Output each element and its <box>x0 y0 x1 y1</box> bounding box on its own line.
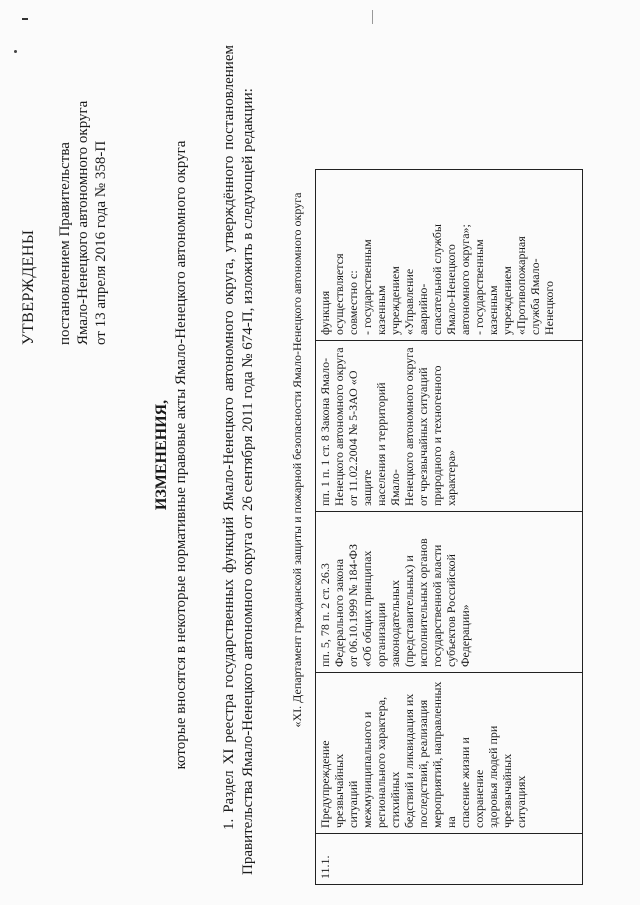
cell-line: характера» <box>444 449 458 506</box>
table-row <box>316 170 583 885</box>
cell-line: пп. 1 п. 1 ст. 8 Закона Ямало- <box>318 357 332 506</box>
cell-line: Ямало-Ненецкого <box>444 244 458 335</box>
cell-line: учреждением <box>500 266 514 335</box>
approval-heading: УТВЕРЖДЕНЫ <box>20 229 37 345</box>
function-name-cell <box>316 673 583 834</box>
row-number: 11.1. <box>316 834 583 885</box>
cell-line: здоровья людей при чрезвычайных <box>486 725 514 828</box>
cell-line: регионального характера, стихийных <box>374 696 402 828</box>
cell-line: автономного округа»; <box>458 224 472 335</box>
cell-line: Федерации» <box>458 604 472 667</box>
cell-line: - государственным <box>472 239 486 335</box>
cell-line: Федерального закона <box>332 558 346 667</box>
cell-line: от 11.02.2004 № 5-ЗАО «О защите <box>346 370 374 506</box>
cell-line: исполнительных органов <box>416 538 430 667</box>
cell-line: «Об общих принципах <box>360 550 374 667</box>
cell-line: служба Ямало- <box>528 258 542 335</box>
cell-line: ситуациях <box>514 775 528 828</box>
cell-line: аварийно- <box>416 283 430 335</box>
cell-line: природного и техногенного <box>430 365 444 506</box>
document-title: ИЗМЕНЕНИЯ, <box>153 399 170 511</box>
regional-law-cell <box>316 341 583 512</box>
cell-line: совместно с: <box>346 270 360 335</box>
cell-line: спасение жизни и сохранение <box>458 737 486 828</box>
cell-line: «Противопожарная <box>514 236 528 335</box>
paragraph-text: 1. Раздел XI реестра государственных функций Ямало-Ненецкого автономного округа, утверждённого постановлением Правительства Ямало-Ненецкого автономного округа от 26 сентября 2011 года № 674-П, изложить в следующей редакции: <box>221 45 256 875</box>
cell-line: ситуаций межмуниципального и <box>346 711 374 828</box>
cell-line: Ненецкого автономного округа <box>402 347 416 506</box>
section-title: «XI. Департамент гражданской защиты и пожарной безопасности Ямало-Ненецкого автономного округа <box>290 192 304 728</box>
cell-line: функция <box>318 290 332 335</box>
approval-block <box>20 45 110 345</box>
cell-line: учреждением <box>388 266 402 335</box>
cell-line: казенным <box>486 285 500 335</box>
cell-line: организации законодательных <box>374 580 402 667</box>
document-subtitle: которые вносятся в некоторые нормативные правовые акты Ямало-Ненецкого автономного округа <box>173 140 189 770</box>
cell-line: Ненецкого <box>542 280 556 335</box>
cell-line: Предупреждение чрезвычайных <box>318 740 346 828</box>
cell-line: государственной власти <box>430 544 444 667</box>
cell-line: казенным <box>374 285 388 335</box>
cell-line: Ненецкого автономного округа <box>332 347 346 506</box>
cell-line: мероприятий, направленных на <box>430 681 458 828</box>
cell-line: от чрезвычайных ситуаций <box>416 367 430 506</box>
approval-line: постановлением Правительства <box>57 142 73 345</box>
cell-line: населения и территорий Ямало- <box>374 382 402 506</box>
cell-line: последствий, реализация <box>416 699 430 828</box>
cell-line: осуществляется <box>332 253 346 335</box>
cell-line: - государственным <box>360 239 374 335</box>
cell-line: бедствий и ликвидация их <box>402 693 416 828</box>
approval-line: от 13 апреля 2016 года № 358-П <box>93 140 109 345</box>
cell-line: (представительных) и <box>402 555 416 667</box>
amendment-paragraph <box>220 45 258 875</box>
cell-line: «Управление <box>402 268 416 335</box>
cell-line: субъектов Российской <box>444 554 458 667</box>
cell-line: спасательной службы <box>430 224 444 335</box>
cell-line: пп. 5, 78 п. 2 ст. 26.3 <box>318 563 332 667</box>
executor-cell <box>316 170 583 341</box>
cell-line: от 06.10.1999 № 184-ФЗ <box>346 543 360 667</box>
approval-line: Ямало-Ненецкого автономного округа <box>75 100 91 345</box>
registry-table <box>315 169 583 885</box>
federal-law-cell <box>316 512 583 673</box>
